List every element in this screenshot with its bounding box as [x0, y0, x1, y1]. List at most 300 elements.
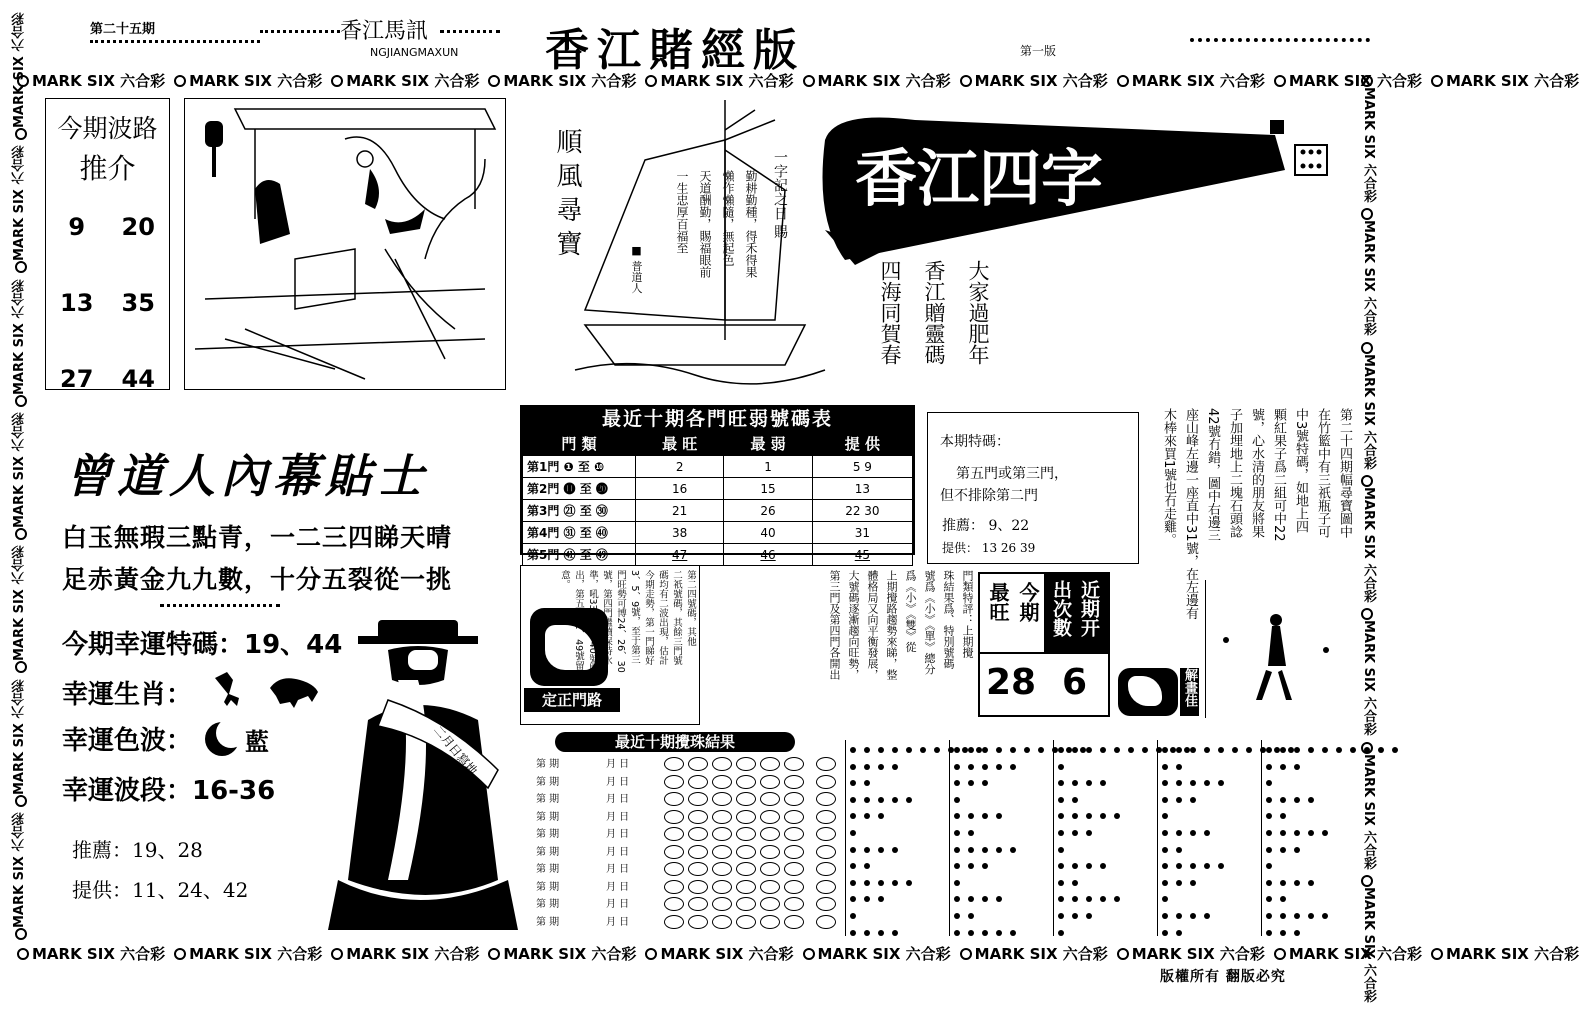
dot-block [949, 740, 1050, 936]
band-unit [1361, 608, 1376, 735]
dot-mark [1010, 764, 1016, 770]
flower-icon [1117, 948, 1129, 960]
wave-number: 9 [68, 213, 86, 241]
stats-side-text: 解畫佳 [1180, 668, 1199, 716]
dot-mark [1086, 913, 1092, 919]
dot-mark [1280, 764, 1286, 770]
flower-icon [803, 75, 815, 87]
ball-circle [784, 827, 804, 841]
dot-row [1158, 840, 1258, 857]
dot-mark [1294, 847, 1300, 853]
dot-mark [968, 896, 974, 902]
ball-circle [664, 862, 684, 876]
article-col: 門類特評：上期攪 [961, 570, 974, 658]
dot-mark [1058, 780, 1064, 786]
dot-row [950, 856, 1050, 873]
dot-mark [954, 880, 960, 886]
door-button[interactable]: 定正門路 [524, 688, 620, 712]
band-unit [1361, 342, 1376, 469]
dot-mark [1266, 896, 1272, 902]
dot-mark [1086, 747, 1092, 753]
ball-circle [664, 880, 684, 894]
dot-mark [1266, 764, 1272, 770]
lucky-color: 幸運色波： [62, 726, 193, 756]
article-col: 號爲《小》《單》總分 [923, 570, 936, 675]
logo-lines [875, 260, 993, 380]
dot-mark [1280, 880, 1286, 886]
ball-circle [664, 897, 684, 911]
treasure-article [1144, 408, 1354, 620]
dot-mark [954, 863, 960, 869]
wave-title-2: 推介 [79, 152, 136, 185]
special-recommend: 推薦： 9、22 [942, 518, 1030, 534]
result-row [520, 844, 840, 862]
dot-mark [1058, 863, 1064, 869]
dot-mark [1308, 913, 1314, 919]
result-date: 月 日 [606, 759, 630, 770]
logo-line: 大家過肥年 [966, 260, 990, 365]
band-text: MARK SIX 六合彩 [1288, 945, 1422, 963]
band-text: MARK SIX 六合彩 [1288, 72, 1422, 90]
dot-mark [954, 747, 960, 753]
result-issue: 第 期 [536, 794, 560, 805]
dot-mark [982, 863, 988, 869]
ball-circle [784, 880, 804, 894]
dot-mark [1058, 847, 1064, 853]
dot-mark [864, 930, 870, 936]
treasure-illustration [185, 99, 503, 387]
dot-mark [1246, 747, 1252, 753]
dot-mark [1190, 880, 1196, 886]
provide-cell: 5 9 [812, 456, 912, 478]
ball-circle [712, 862, 732, 876]
max-cell: 21 [636, 500, 724, 522]
dot-mark [1336, 747, 1342, 753]
dot-row [1262, 840, 1362, 857]
band-unit [328, 943, 479, 964]
flower-icon [15, 395, 27, 407]
flower-icon [488, 75, 500, 87]
ball-circle [816, 897, 836, 911]
poem-line: 一生忠厚百福至 [675, 170, 689, 254]
dot-row [1158, 757, 1258, 774]
result-date: 月 日 [606, 794, 630, 805]
dot-mark [1162, 896, 1168, 902]
dog-icon [210, 668, 320, 712]
dot-row [846, 740, 946, 757]
dot-mark [1280, 830, 1286, 836]
article-col: 號，心水清的朋友將果 [1249, 408, 1264, 538]
wave-title-1: 今期波路 [57, 114, 158, 143]
dot-mark [1176, 797, 1182, 803]
dot-mark [954, 764, 960, 770]
flower-icon [1361, 608, 1373, 620]
door-cell: 第1門 [527, 460, 560, 474]
dot-mark [864, 764, 870, 770]
dot-mark [1350, 747, 1356, 753]
provide-cell: 45 [812, 544, 912, 566]
door-cell: 第4門 [527, 526, 560, 540]
dot-mark [1114, 813, 1120, 819]
ball-circle [712, 880, 732, 894]
dot-mark [1100, 896, 1106, 902]
flower-icon [1274, 948, 1286, 960]
ball-circle [736, 845, 756, 859]
dot-mark [1294, 880, 1300, 886]
dot-mark [954, 780, 960, 786]
dot-mark [1072, 863, 1078, 869]
article-col: 意。 [559, 570, 570, 589]
dot-mark [1190, 747, 1196, 753]
flower-icon [17, 948, 29, 960]
dot-mark [1024, 747, 1030, 753]
band-unit [1271, 943, 1422, 964]
dot-mark [878, 880, 884, 886]
band-text: MARK SIX 六合彩 [660, 72, 794, 90]
dot-mark [1114, 747, 1120, 753]
dot-row [1054, 757, 1154, 774]
dot-row [846, 823, 946, 840]
dot-mark [1058, 764, 1064, 770]
dancer-illustration [1205, 580, 1356, 718]
band-text: MARK SIX 六合彩 [12, 145, 27, 262]
flower-icon [1431, 948, 1443, 960]
dot-mark [1038, 747, 1044, 753]
dot-row [950, 873, 1050, 890]
dot-mark [850, 797, 856, 803]
band-text: MARK SIX 六合彩 [12, 412, 27, 528]
header-scribble [1190, 38, 1370, 42]
dot-mark [954, 913, 960, 919]
dot-mark [1308, 797, 1314, 803]
dot-mark [864, 747, 870, 753]
dot-mark [1176, 880, 1182, 886]
moon-icon-cutout [216, 718, 246, 748]
band-text: MARK SIX 六合彩 [32, 945, 166, 963]
dot-row [1158, 889, 1258, 906]
result-row [520, 896, 840, 914]
dot-row [1054, 740, 1154, 757]
logo-area [815, 100, 1355, 390]
dot-mark [850, 930, 856, 936]
dot-mark [1058, 830, 1064, 836]
dot-row [1262, 773, 1362, 790]
ball-circle [760, 792, 780, 806]
band-text: MARK SIX 六合彩 [12, 679, 27, 795]
dot-row [846, 906, 946, 923]
band-text: MARK SIX 六合彩 [1361, 487, 1376, 603]
flower-icon [1274, 75, 1286, 87]
ball-circle [784, 757, 804, 771]
dot-mark [996, 813, 1002, 819]
dot-row [950, 889, 1050, 906]
band-text: MARK SIX 六合彩 [1131, 72, 1265, 90]
dot-mark [1204, 830, 1210, 836]
min-cell: 1 [724, 456, 812, 478]
ball-circle [712, 757, 732, 771]
dot-mark [954, 813, 960, 819]
tips-provide: 提供：11、24、42 [72, 878, 249, 902]
result-date: 月 日 [606, 899, 630, 910]
dot-mark [1086, 863, 1092, 869]
result-date: 月 日 [606, 776, 630, 788]
flower-icon [15, 795, 27, 807]
result-row [520, 861, 840, 879]
dot-mark [968, 830, 974, 836]
dot-mark [1322, 747, 1328, 753]
dot-mark [906, 747, 912, 753]
band-text: MARK SIX 六合彩 [12, 12, 27, 128]
article-col: 木棒來買1號也冇走雞。 [1161, 408, 1176, 547]
results-title: 最近十期攪珠結果 [555, 732, 795, 752]
ball-circle [736, 775, 756, 789]
dot-mark [934, 747, 940, 753]
ball-circle [736, 792, 756, 806]
col-header: 提 供 [812, 432, 912, 456]
article-col: 大號碼逐漸趨向旺勢， [847, 570, 860, 680]
band-top [14, 70, 1580, 90]
special-provide: 提供： 13 26 39 [942, 541, 1036, 555]
stats-divider [980, 652, 1108, 654]
dot-mark [1176, 913, 1182, 919]
stats-h4: 近期开 [1078, 580, 1100, 637]
dot-mark [1280, 813, 1286, 819]
dot-mark [1176, 847, 1182, 853]
max-cell: 38 [636, 522, 724, 544]
table-row [523, 478, 913, 500]
article-col: 顆紅果子爲二組可中22 [1271, 408, 1286, 542]
dot-row [1262, 906, 1362, 923]
stats-v2: 6 [1062, 662, 1088, 703]
dot-mark [982, 780, 988, 786]
wave-number: 13 [60, 289, 94, 317]
result-row [520, 914, 840, 932]
dot-mark [1190, 830, 1196, 836]
dot-mark [1162, 764, 1168, 770]
results-rows [520, 756, 840, 936]
band-unit [485, 70, 636, 91]
brand-pinyin: NGJIANGMAXUN [370, 46, 459, 59]
ball-circle [760, 827, 780, 841]
band-unit [1361, 875, 1376, 1002]
dot-mark [850, 830, 856, 836]
band-text: MARK SIX 六合彩 [1361, 753, 1376, 870]
max-cell: 16 [636, 478, 724, 500]
dot-mark [920, 747, 926, 753]
ball-circle [736, 862, 756, 876]
ball-circle [760, 915, 780, 929]
dot-row [846, 840, 946, 857]
dot-mark [1190, 797, 1196, 803]
ball-circle [784, 775, 804, 789]
article-col: 碼均有二波出現，估計 [657, 570, 668, 665]
wave-number: 27 [60, 365, 94, 393]
article-col: 第三門及第四門各開出 [828, 570, 841, 680]
dot-mark [1086, 813, 1092, 819]
header-decor-line [260, 30, 340, 33]
result-row [520, 756, 840, 774]
dot-mark [892, 747, 898, 753]
ball-circle [784, 862, 804, 876]
ball-circle [760, 897, 780, 911]
dot-mark [878, 747, 884, 753]
ball-circle [784, 792, 804, 806]
result-issue: 第 期 [536, 846, 560, 858]
dot-row [1054, 923, 1154, 940]
ball-circle [816, 792, 836, 806]
stats-box [978, 572, 1110, 717]
flower-icon [15, 528, 27, 540]
flower-icon [15, 661, 27, 673]
header-decor-line-right [440, 30, 500, 33]
band-unit [14, 70, 165, 91]
dot-mark [954, 797, 960, 803]
dot-mark [1266, 930, 1272, 936]
dot-mark [1266, 813, 1272, 819]
boat-title: 順風尋寶 [552, 128, 582, 264]
dot-mark [954, 830, 960, 836]
band-text: MARK SIX 六合彩 [12, 812, 27, 928]
dot-mark [1176, 830, 1182, 836]
dot-mark [864, 896, 870, 902]
dot-mark [1162, 813, 1168, 819]
dot-row [1054, 790, 1154, 807]
dot-mark [1218, 747, 1224, 753]
dot-mark [864, 780, 870, 786]
dot-row [1262, 806, 1362, 823]
article-col: 第二四號碼，其他 [685, 570, 696, 646]
result-date: 月 日 [606, 811, 630, 823]
ball-circle [736, 897, 756, 911]
flower-icon [1361, 208, 1373, 220]
ball-article [828, 570, 975, 720]
stats-h1: 最旺 [986, 582, 1010, 622]
dot-mark [968, 747, 974, 753]
dot-mark [1280, 747, 1286, 753]
min-cell: 46 [724, 544, 812, 566]
ball-circle [664, 845, 684, 859]
dot-mark [1266, 780, 1272, 786]
dot-mark [1266, 797, 1272, 803]
ball-circle [688, 775, 708, 789]
article-col: 中3號特碼，如地上四 [1293, 408, 1308, 534]
band-text: MARK SIX 六合彩 [503, 72, 637, 90]
result-row [520, 809, 840, 827]
ball-circle [688, 845, 708, 859]
ball-circle [712, 897, 732, 911]
dot-mark [1218, 863, 1224, 869]
result-date: 月 日 [606, 916, 630, 928]
ball-circle [712, 827, 732, 841]
dot-mark [1364, 747, 1370, 753]
dot-mark [1072, 896, 1078, 902]
dot-mark [1114, 896, 1120, 902]
ball-circle [816, 915, 836, 929]
tips-title: 曾道人內幕貼士 [65, 449, 429, 503]
article-col: 在竹籃中有三祇瓶子可 [1315, 408, 1330, 538]
dot-mark [1294, 747, 1300, 753]
col-header: 最 弱 [724, 432, 812, 456]
dot-mark [864, 863, 870, 869]
door-table-wrap [520, 405, 915, 562]
band-unit [642, 943, 793, 964]
dot-row [1054, 906, 1154, 923]
flower-icon [645, 75, 657, 87]
ball-circle [712, 775, 732, 789]
min-cell: 40 [724, 522, 812, 544]
dot-row [846, 790, 946, 807]
dot-mark [996, 847, 1002, 853]
ball-circle [688, 880, 708, 894]
range-cell: ⓫ 至 ⓴ [563, 482, 608, 496]
dot-mark [954, 896, 960, 902]
article-col: 爲《小》《雙》從 [904, 570, 917, 653]
band-text: MARK SIX 六合彩 [189, 72, 323, 90]
dot-block [1053, 740, 1154, 936]
dot-mark [1072, 913, 1078, 919]
dot-row [846, 889, 946, 906]
ball-circle [712, 845, 732, 859]
dot-mark [892, 847, 898, 853]
dot-mark [1204, 913, 1210, 919]
article-col: 今期走勢，第一門睇好 [643, 570, 654, 665]
flower-icon [1361, 75, 1373, 87]
flower-icon [1117, 75, 1129, 87]
dot-mark [850, 863, 856, 869]
wave-box [45, 98, 170, 393]
article-col: 體格局又向平衡發展， [866, 570, 879, 680]
dot-mark [968, 764, 974, 770]
dot-mark [878, 847, 884, 853]
article-col: 珠結果爲、特別號碼 [942, 570, 955, 669]
tips-divider [160, 604, 280, 607]
dot-mark [1058, 880, 1064, 886]
provide-cell: 13 [812, 478, 912, 500]
article-col: 號，第四門繼續保持水 [601, 570, 612, 665]
dot-mark [1058, 930, 1064, 936]
article-col: 座山峰左邊一座直中31號，在左邊有 [1183, 408, 1198, 620]
dot-mark [1294, 797, 1300, 803]
ball-circle [736, 827, 756, 841]
flower-icon [960, 75, 972, 87]
dot-mark [1266, 863, 1272, 869]
dot-mark [982, 764, 988, 770]
ball-circle [816, 880, 836, 894]
dot-mark [1072, 747, 1078, 753]
flower-icon [488, 948, 500, 960]
result-date: 月 日 [606, 829, 630, 840]
ball-circle [664, 757, 684, 771]
result-issue: 第 期 [536, 811, 560, 823]
band-text: MARK SIX 六合彩 [1445, 72, 1580, 90]
lucky-range: 幸運波段：16-36 [62, 776, 276, 806]
dot-mark [878, 764, 884, 770]
dot-mark [1294, 830, 1300, 836]
ball-circle [664, 915, 684, 929]
dot-mark [850, 764, 856, 770]
band-unit [642, 70, 793, 91]
article-col: 子加埋地上二塊石頭諗 [1227, 408, 1242, 538]
result-issue: 第 期 [536, 881, 560, 893]
dot-mark [892, 764, 898, 770]
flower-icon [1361, 475, 1373, 487]
dot-row [1054, 806, 1154, 823]
band-unit [800, 943, 951, 964]
dot-mark [1086, 830, 1092, 836]
dot-mark [982, 747, 988, 753]
dot-row [846, 856, 946, 873]
dot-mark [1142, 747, 1148, 753]
